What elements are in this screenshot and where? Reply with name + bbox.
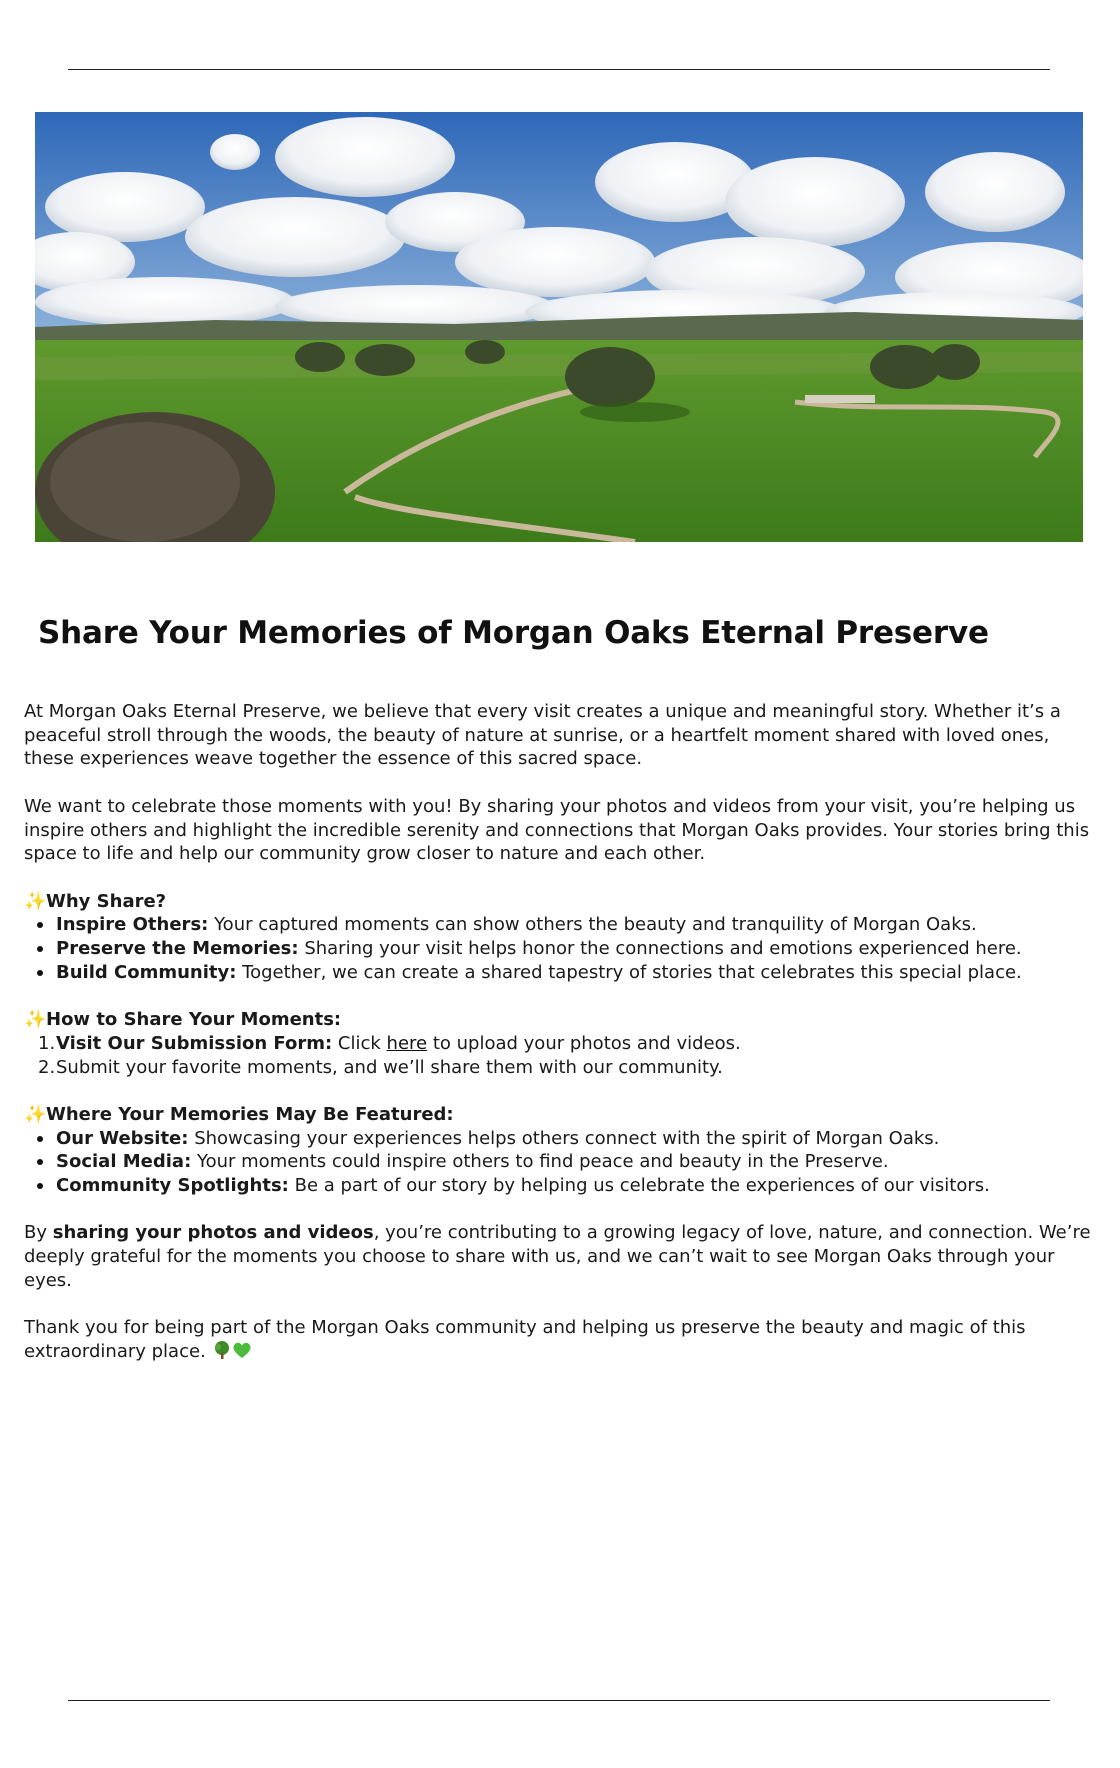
sparkles-icon: ✨ — [24, 1009, 47, 1031]
submission-form-link[interactable]: here — [386, 1032, 428, 1054]
list-item: Our Website: Showcasing your experiences helps others connect with the spirit of Morgan Oaks. — [24, 1127, 1104, 1151]
how-to-share-heading: ✨How to Share Your Moments: — [24, 1009, 342, 1031]
list-item: 1. Visit Our Submission Form: Click here to upload your photos and videos. — [38, 1032, 741, 1054]
landscape-photo — [35, 112, 1083, 542]
intro-paragraph-1: At Morgan Oaks Eternal Preserve, we believe that every visit creates a unique and meaningful story. Whether it’s a peaceful stroll through the woods, the beauty of nature at sunrise, or a heartfelt moment shared with loved ones, these experiences weave together the essence of this sacred space. — [24, 701, 1061, 770]
where-featured-list — [24, 1127, 1104, 1198]
why-share-heading: ✨Why Share? — [24, 890, 167, 912]
bottom-divider — [68, 1700, 1050, 1701]
green-heart-icon — [232, 1340, 252, 1367]
list-item: Social Media: Your moments could inspire others to find peace and beauty in the Preserve. — [24, 1150, 1104, 1174]
list-item: Build Community: Together, we can create a shared tapestry of stories that celebrates this special place. — [24, 961, 1104, 985]
where-featured-heading: ✨Where Your Memories May Be Featured: — [24, 1103, 454, 1125]
closing-paragraph-1: By sharing your photos and videos, you’re contributing to a growing legacy of love, nature, and connection. We’re deeply grateful for the moments you choose to share with us, and we can’t wait to see Morgan Oaks through your eyes. — [24, 1222, 1091, 1291]
article-body — [24, 700, 1104, 1367]
closing-paragraph-2: Thank you for being part of the Morgan Oaks community and helping us preserve the beauty and magic of this extraordinary place. — [24, 1316, 1104, 1366]
page-title: Share Your Memories of Morgan Oaks Eternal Preserve — [38, 615, 989, 651]
intro-paragraph-2: We want to celebrate those moments with you! By sharing your photos and videos from your visit, you’re helping us inspire others and highlight the incredible serenity and connections that Morgan Oaks provides. Your stories bring this space to life and help our community grow closer to nature and each other. — [24, 795, 1090, 865]
why-share-list — [24, 913, 1104, 984]
list-item: Inspire Others: Your captured moments can show others the beauty and tranquility of Morgan Oaks. — [24, 913, 1104, 937]
sparkles-icon: ✨ — [24, 890, 47, 912]
sparkles-icon: ✨ — [24, 1103, 47, 1125]
hero-image — [35, 112, 1083, 542]
list-item: Preserve the Memories: Sharing your visit helps honor the connections and emotions experienced here. — [24, 937, 1104, 961]
top-divider — [68, 69, 1050, 70]
tree-icon — [212, 1340, 232, 1367]
how-to-share-steps — [24, 1032, 1104, 1079]
list-item: 2. Submit your favorite moments, and we’ll share them with our community. — [38, 1056, 723, 1078]
list-item: Community Spotlights: Be a part of our story by helping us celebrate the experiences of our visitors. — [24, 1174, 1104, 1198]
